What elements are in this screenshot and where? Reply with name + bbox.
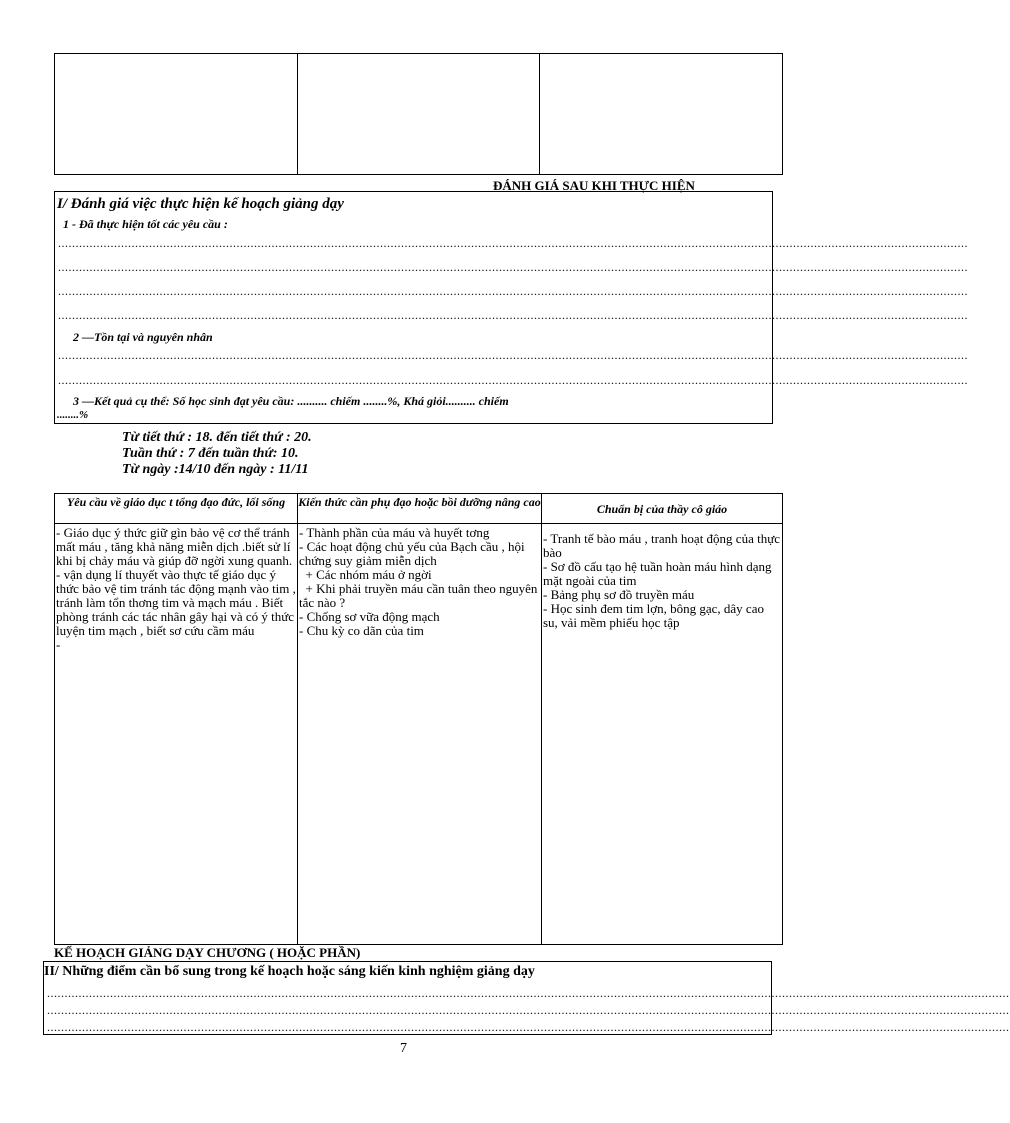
list-item: - Học sinh đem tim lợn, bông gạc, dây cao su, vải mềm phiếu học tập (543, 601, 764, 630)
section2-title: II/ Những điểm cần bổ sung trong kế hoạch hoặc sáng kiến kinh nghiệm giảng dạy (44, 964, 535, 979)
supplement-box (43, 961, 1010, 1035)
period-lessons: Từ tiết thứ : 18. đến tiết thứ : 20. (122, 430, 312, 445)
section1-title: I/ Đánh giá việc thực hiện kế hoạch giảng dạy (57, 196, 344, 212)
top-table-cell (55, 54, 298, 174)
dotted-line: ................................................................................................................................................................................................................................................................................... (47, 986, 1010, 1000)
period-dates: Từ ngày :14/10 đến ngày : 11/11 (122, 462, 309, 477)
dotted-line: .................................................................................................................................................................................................................................................................... (58, 284, 968, 298)
evaluation-heading: ĐÁNH GIÁ SAU KHI THỰC HIỆN (493, 178, 695, 193)
list-item: - Sơ đồ cấu tạo hệ tuần hoàn máu hình dạng mặt ngoài của tim (543, 559, 772, 588)
dotted-line: .................................................................................................................................................................................................................................................................... (58, 236, 968, 250)
list-item: - Chống sơ vữa động mạch (299, 609, 440, 624)
dotted-line: .................................................................................................................................................................................................................................................................... (58, 308, 968, 322)
dotted-line: .................................................................................................................................................................................................................................................................... (58, 348, 968, 362)
list-item: - Tranh tế bào máu , tranh hoạt động của thực bào (543, 531, 781, 560)
list-item: - (56, 637, 61, 652)
table-header-education: Yêu cầu về giáo dục t tổng đạo đức, lối sống (55, 494, 298, 524)
evaluation-box (54, 191, 968, 424)
table-cell-education (55, 524, 298, 944)
plan-table (54, 493, 783, 945)
top-empty-table (54, 53, 783, 175)
list-item: - Giáo dục ý thức giữ gìn bảo vệ cơ thể tránh mất máu , tăng khả năng miễn dịch .biết sử lí khi bị chảy máu và giúp đỡ ngời xung quanh. (56, 525, 293, 568)
list-item: + Các nhóm máu ở ngời (299, 567, 432, 582)
list-item: - Thành phần của máu và huyết tơng (299, 525, 490, 540)
list-item: - Bảng phụ sơ đồ truyền máu (543, 587, 695, 602)
section1-item3: 3 —Kết quả cụ thể: Số học sinh đạt yêu cầu: .......... chiếm ........%, Khá giỏi.......... chiếm (73, 394, 509, 408)
section1-item2: 2 —Tồn tại và nguyên nhân (73, 330, 213, 344)
table-header-preparation: Chuẩn bị của thầy cô giáo (542, 494, 782, 524)
list-item: - Chu kỳ co dãn của tim (299, 623, 424, 638)
top-table-cell (540, 54, 782, 174)
table-cell-preparation (542, 524, 782, 944)
list-item: + Khi phải truyền máu cần tuân theo nguyên tắc nào ? (299, 581, 541, 610)
dotted-line: .................................................................................................................................................................................................................................................................... (58, 373, 968, 387)
list-item: - vận dụng lí thuyết vào thực tế giáo dục ý thức bảo vệ tim tránh tác động mạnh vào tim , tránh làm tổn thơng tim và mạch máu . Biết phòng tránh các tác nhân gây hại và có ý thức luyện tim mạch , biết sơ cứu cầm máu (56, 567, 296, 638)
plan-heading: KẾ HOẠCH GIẢNG DẠY CHƯƠNG ( HOẶC PHẦN) (54, 945, 361, 960)
table-header-knowledge: Kiến thức cần phụ đạo hoặc bồi dưỡng nâng cao (298, 494, 542, 524)
dotted-line: .................................................................................................................................................................................................................................................................... (58, 260, 968, 274)
period-weeks: Tuần thứ : 7 đến tuần thứ: 10. (122, 446, 299, 461)
table-cell-knowledge (298, 524, 542, 944)
dotted-line: ................................................................................................................................................................................................................................................................................... (47, 1020, 1010, 1034)
list-item: - Các hoạt động chủ yếu của Bạch cầu , hội chứng suy giảm miễn dịch (299, 539, 525, 568)
dotted-line: ................................................................................................................................................................................................................................................................................... (47, 1003, 1010, 1017)
section1-item3-cont: ........% (57, 409, 89, 421)
section1-item1: 1 - Đã thực hiện tốt các yêu cầu : (63, 217, 228, 231)
page-number: 7 (400, 1041, 407, 1056)
top-table-cell (298, 54, 541, 174)
